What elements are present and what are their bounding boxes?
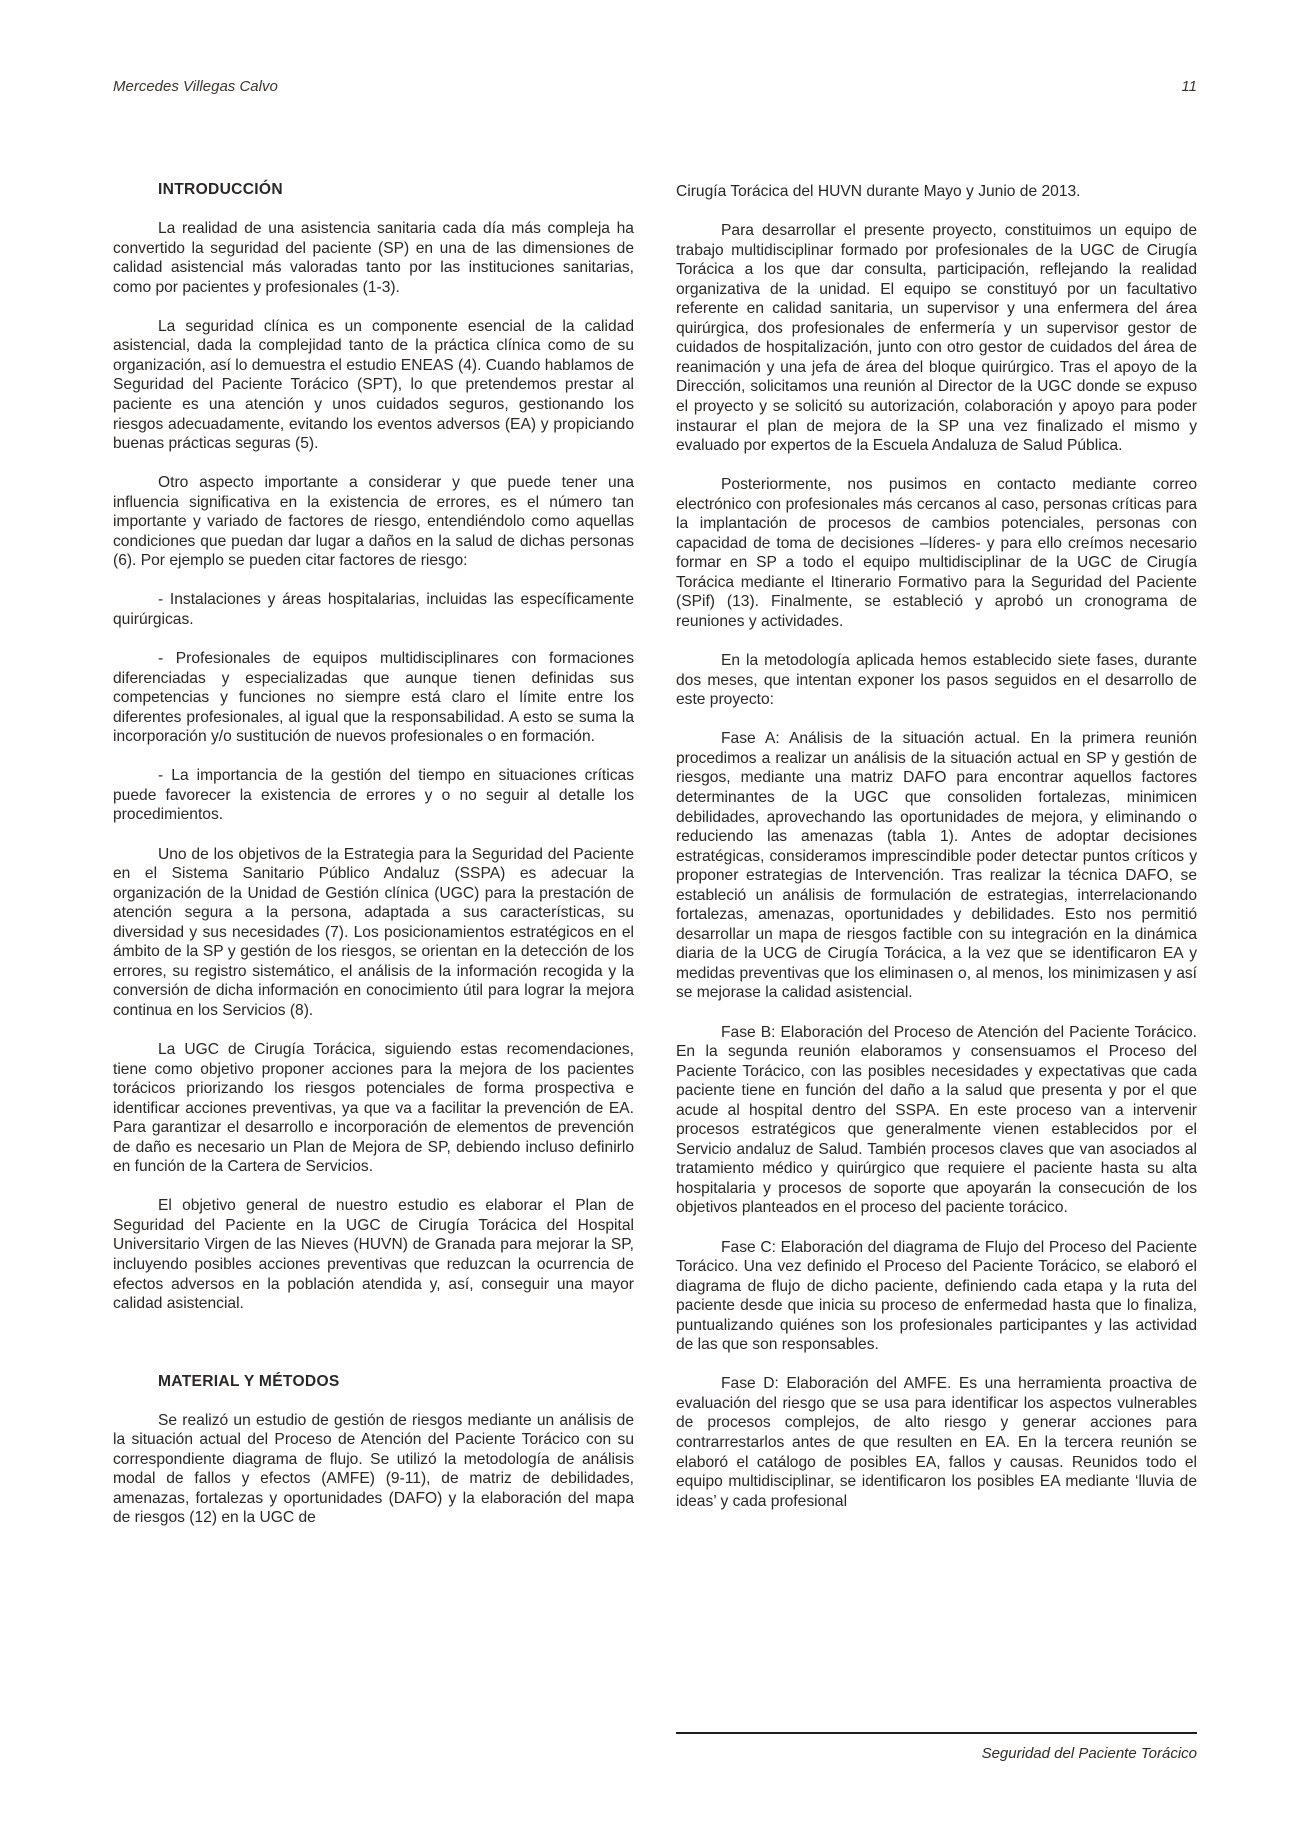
intro-paragraph: La seguridad clínica es un componente esencial de la calidad asistencial, dada la complejidad tanto de la práctica clínica como de su organización, así lo demuestra el estudio ENEAS (4). Cuando hablamos de Seguridad del Paciente Torácico (SPT), lo que pretendemos prestar al paciente es una atención y unos cuidados seguros, gestionando los riesgos adecuadamente, evitando los eventos adversos (EA) y propiciando buenas prácticas seguras (5). [113,317,634,453]
risk-factor-item: - La importancia de la gestión del tiempo en situaciones críticas puede favorecer la existencia de errores y o no seguir al detalle los procedimientos. [113,767,634,824]
journal-title: Seguridad del Paciente Torácico [981,1745,1197,1762]
phase-a-paragraph: Fase A: Análisis de la situación actual. En la primera reunión procedimos a realizar un análisis de la situación actual en SP y gestión de riesgos, mediante una matriz DAFO para encontrar aquellos factores determinantes de la UGC que consoliden fortalezas, minimicen debilidades, aprovechando las oportunidades de mejora, y eliminando o reduciendo las amenazas (tabla 1). Antes de adoptar decisiones estratégicas, consideramos imprescindible poder detectar puntos críticos y proponer estrategias de Intervención. Tras realizar la técnica DAFO, se estableció un análisis de formulación de estrategias, interrelacionando fortalezas, amenazas, oportunidades y debilidades. Esto nos permitió desarrollar un mapa de riesgos factible con su integración en la dinámica diaria de la UCG de Cirugía Torácica, a la vez que se identificaron EA y medidas preventivas que los eliminasen o, al menos, los minimizasen y así se mejorase la calidad asistencial. [676,730,1197,1002]
intro-paragraph: La realidad de una asistencia sanitaria cada día más compleja ha convertido la seguridad del paciente (SP) en una de las dimensiones de calidad asistencial más valoradas tanto por las instituciones sanitarias, como por pacientes y profesionales (1-3). [113,220,634,296]
intro-paragraph: Uno de los objetivos de la Estrategia para la Seguridad del Paciente en el Sistema Sanitario Público Andaluz (SSPA) es adecuar la organización de la Unidad de Gestión clínica (UGC) para la prestación de atención segura a la persona, adaptada a sus características, su diversidad y sus necesidades (7). Los posicionamientos estratégicos en el ámbito de la SP y gestión de los riesgos, se orientan en la detección de los errores, su registro sistemático, el análisis de la información recogida y la conversión de dicha información en conocimiento útil para lograr la mejora continua en los Servicios (8). [113,845,634,1019]
intro-paragraph: La UGC de Cirugía Torácica, siguiendo estas recomendaciones, tiene como objetivo proponer acciones para la mejora de los pacientes torácicos priorizando los riesgos potenciales de forma prospectiva e identificar acciones preventivas, ya que va a facilitar la prevención de EA. Para garantizar el desarrollo e incorporación de elementos de prevención de daño es necesario un Plan de Mejora de SP, debiendo incluso definirlo en función de la Cartera de Servicios. [113,1041,634,1176]
running-header [113,78,1197,95]
right-column [676,182,1197,1531]
methods-paragraph: Se realizó un estudio de gestión de riesgos mediante un análisis de la situación actual del Proceso de Atención del Paciente Torácico con su correspondiente diagrama de flujo. Se utilizó la metodología de análisis modal de fallos y efectos (AMFE) (9-11), de matriz de debilidades, amenazas, fortalezas y oportunidades (DAFO) y la elaboración del mapa de riesgos (12) en la UGC de [113,1411,634,1527]
author-name: Mercedes Villegas Calvo [113,78,278,95]
methods-paragraph: En la metodología aplicada hemos establecido siete fases, durante dos meses, que intentan exponer los pasos seguidos en el desarrollo de este proyecto: [676,652,1197,709]
intro-paragraph: El objetivo general de nuestro estudio es elaborar el Plan de Seguridad del Paciente en la UGC de Cirugía Torácica del Hospital Universitario Virgen de las Nieves (HUVN) de Granada para mejorar la SP, incluyendo posibles acciones preventivas que reduzcan la ocurrencia de efectos adversos en la población atendida y, así, conseguir una mayor calidad asistencial. [113,1197,634,1313]
left-column [113,180,634,1548]
page-number: 11 [1181,78,1197,95]
risk-factor-item: - Instalaciones y áreas hospitalarias, incluidas las específicamente quirúrgicas. [113,591,634,628]
intro-paragraph: Otro aspecto importante a considerar y que puede tener una influencia significativa en la existencia de errores, es el número tan importante y variado de factores de riesgo, entendiéndolo como aquellas condiciones que puedan dar lugar a daños en la salud de dichas personas (6). Por ejemplo se pueden citar factores de riesgo: [113,474,634,570]
methods-continuation: Cirugía Torácica del HUVN durante Mayo y Junio de 2013. [676,183,1081,200]
methods-paragraph: Para desarrollar el presente proyecto, constituimos un equipo de trabajo multidisciplinar formado por profesionales de la UGC de Cirugía Torácica a los que dar consulta, participación, reflejando la realidad organizativa de la unidad. El equipo se constituyó por un facultativo referente en calidad sanitaria, un supervisor y una enfermera del área quirúrgica, dos profesionales de enfermería y un supervisor gestor de cuidados de hospitalización, junto con otro gestor de cuidados del área de reanimación y una jefa de área del bloque quirúrgico. Tras el apoyo de la Dirección, solicitamos una reunión al Director de la UGC donde se expuso el proyecto y se solicitó su autorización, colaboración y apoyo para poder instaurar el plan de mejora de la SP una vez finalizado el mismo y evaluado por expertos de la Escuela Andaluza de Salud Pública. [676,222,1197,455]
phase-b-paragraph: Fase B: Elaboración del Proceso de Atención del Paciente Torácico. En la segunda reunión elaboramos y consensuamos el Proceso del Paciente Torácico, con las posibles necesidades y expectativas que cada paciente tiene en función del daño a la salud que presenta y por el que acude al hospital dentro del SSPA. En este proceso van a intervenir procesos estratégicos que generalmente vienen establecidos por el Servicio andaluz de Salud. También procesos claves que van asociados al tratamiento médico y quirúrgico que requiere el paciente hasta su alta hospitalaria y procesos de soporte que apoyarán la consecución de los objetivos planteados en el proceso del paciente torácico. [676,1023,1197,1217]
phase-c-paragraph: Fase C: Elaboración del diagrama de Flujo del Proceso del Paciente Torácico. Una vez definido el Proceso del Paciente Torácico, se elaboró el diagrama de flujo de dicho paciente, definiendo cada etapa y la ruta del paciente desde que inicia su proceso de enfermedad hasta que lo finaliza, puntualizando quiénes son los profesionales participantes y las actividad de las que son responsables. [676,1238,1197,1354]
methods-heading: MATERIAL Y MÉTODOS [158,1372,340,1390]
introduction-heading: INTRODUCCIÓN [158,181,283,198]
footer-divider [676,1732,1197,1734]
methods-paragraph: Posteriormente, nos pusimos en contacto mediante correo electrónico con profesionales más cercanos al caso, personas críticas para la implantación de procesos de cambios potenciales, personas con capacidad de toma de decisiones –líderes- y para ello creímos necesario formar en SP a todo el equipo multidisciplinar de la UGC de Cirugía Torácica mediante el Itinerario Formativo para la Seguridad del Paciente (SPif) (13). Finalmente, se estableció y aprobó un cronograma de reuniones y actividades. [676,476,1197,631]
risk-factor-item: - Profesionales de equipos multidisciplinares con formaciones diferenciadas y especializadas que aunque tienen definidas sus competencias y funciones no siempre está claro el límite entre los diferentes profesionales, al igual que la responsabilidad. A esto se suma la incorporación y/o sustitución de nuevos profesionales o en formación. [113,650,634,746]
phase-d-paragraph: Fase D: Elaboración del AMFE. Es una herramienta proactiva de evaluación del riesgo que se usa para identificar los aspectos vulnerables de procesos complejos, de alto riesgo y generar acciones para contrarrestarlos antes de que resulten en EA. En la tercera reunión se elaboró el catálogo de posibles EA, fallos y causas. Reunidos todo el equipo multidisciplinar, se identificaron los posibles EA mediante ‘lluvia de ideas’ y cada profesional [676,1375,1197,1510]
